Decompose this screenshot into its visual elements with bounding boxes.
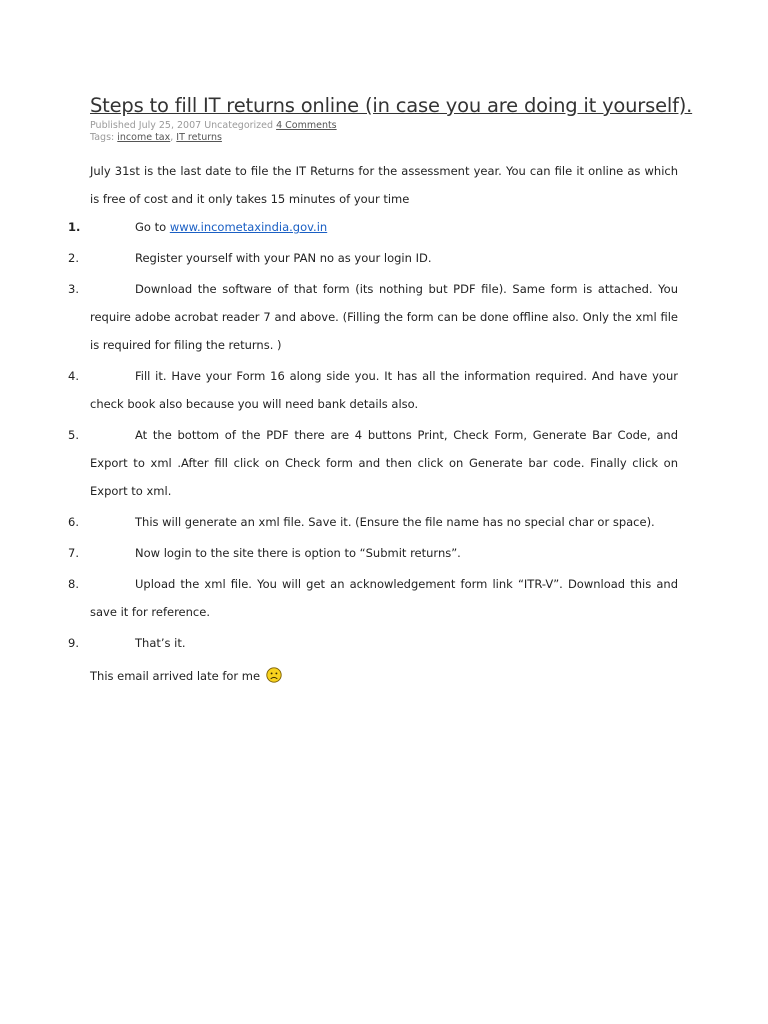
list-item <box>68 629 678 657</box>
list-item <box>68 539 678 567</box>
list-item <box>68 362 678 418</box>
step-text: Download the software of that form (its nothing but PDF file). Same form is attached. You require adobe acrobat reader 7 and above. (Filling the form can be done offline also. Only the xml file is required for filing the returns. ) <box>90 282 678 352</box>
sad-face-icon <box>266 666 282 692</box>
list-item <box>68 421 678 505</box>
comments-link[interactable]: 4 Comments <box>276 120 337 131</box>
step-text: Register yourself with your PAN no as your login ID. <box>135 251 432 265</box>
list-item <box>68 508 678 536</box>
step-text: Fill it. Have your Form 16 along side you. It has all the information required. And have your check book also because you will need bank details also. <box>90 369 678 411</box>
incometax-website-link[interactable]: www.incometaxindia.gov.in <box>169 220 328 234</box>
post-title: Steps to fill IT returns online (in case you are doing it yourself). <box>90 94 693 117</box>
step-text: At the bottom of the PDF there are 4 buttons Print, Check Form, Generate Bar Code, and Export to xml .After fill click on Check form and then click on Generate bar code. Finally click on Export to xml. <box>90 428 678 498</box>
list-item <box>68 244 678 272</box>
steps-list <box>68 213 678 657</box>
list-item <box>68 213 678 241</box>
blog-post <box>68 92 693 692</box>
closing-line <box>90 663 678 692</box>
list-item <box>68 275 678 359</box>
step-number: 1. <box>68 220 81 234</box>
step-number: 6. <box>68 515 79 529</box>
tag-separator: , <box>170 132 177 143</box>
tags-label: Tags: <box>90 132 118 143</box>
step-text: Upload the xml file. You will get an acknowledgement form link “ITR-V”. Download this and save it for reference. <box>90 577 678 619</box>
step-text: Now login to the site there is option to “Submit returns”. <box>135 546 461 560</box>
step-text: That’s it. <box>135 636 186 650</box>
step-number: 2. <box>68 251 79 265</box>
intro-paragraph: July 31st is the last date to file the IT Returns for the assessment year. You can file it online as which is free of cost and it only takes 15 minutes of your time <box>90 164 678 206</box>
step-text: This will generate an xml file. Save it. (Ensure the file name has no special char or space). <box>135 515 655 529</box>
list-item <box>68 570 678 626</box>
category-label: Uncategorized <box>201 120 277 131</box>
step-number: 8. <box>68 577 79 591</box>
step-number: 3. <box>68 282 79 296</box>
step-number: 7. <box>68 546 79 560</box>
tag-link-it-returns[interactable]: IT returns <box>176 132 222 143</box>
closing-text: This email arrived late for me <box>90 669 261 683</box>
tag-link-income-tax[interactable]: income tax <box>117 132 171 143</box>
published-date: July 25, 2007 <box>138 120 202 131</box>
post-meta <box>90 120 678 132</box>
published-label: Published <box>90 120 139 131</box>
step-text: Go to <box>135 220 170 234</box>
post-tags <box>90 132 678 144</box>
step-number: 9. <box>68 636 79 650</box>
step-number: 4. <box>68 369 79 383</box>
step-number: 5. <box>68 428 79 442</box>
